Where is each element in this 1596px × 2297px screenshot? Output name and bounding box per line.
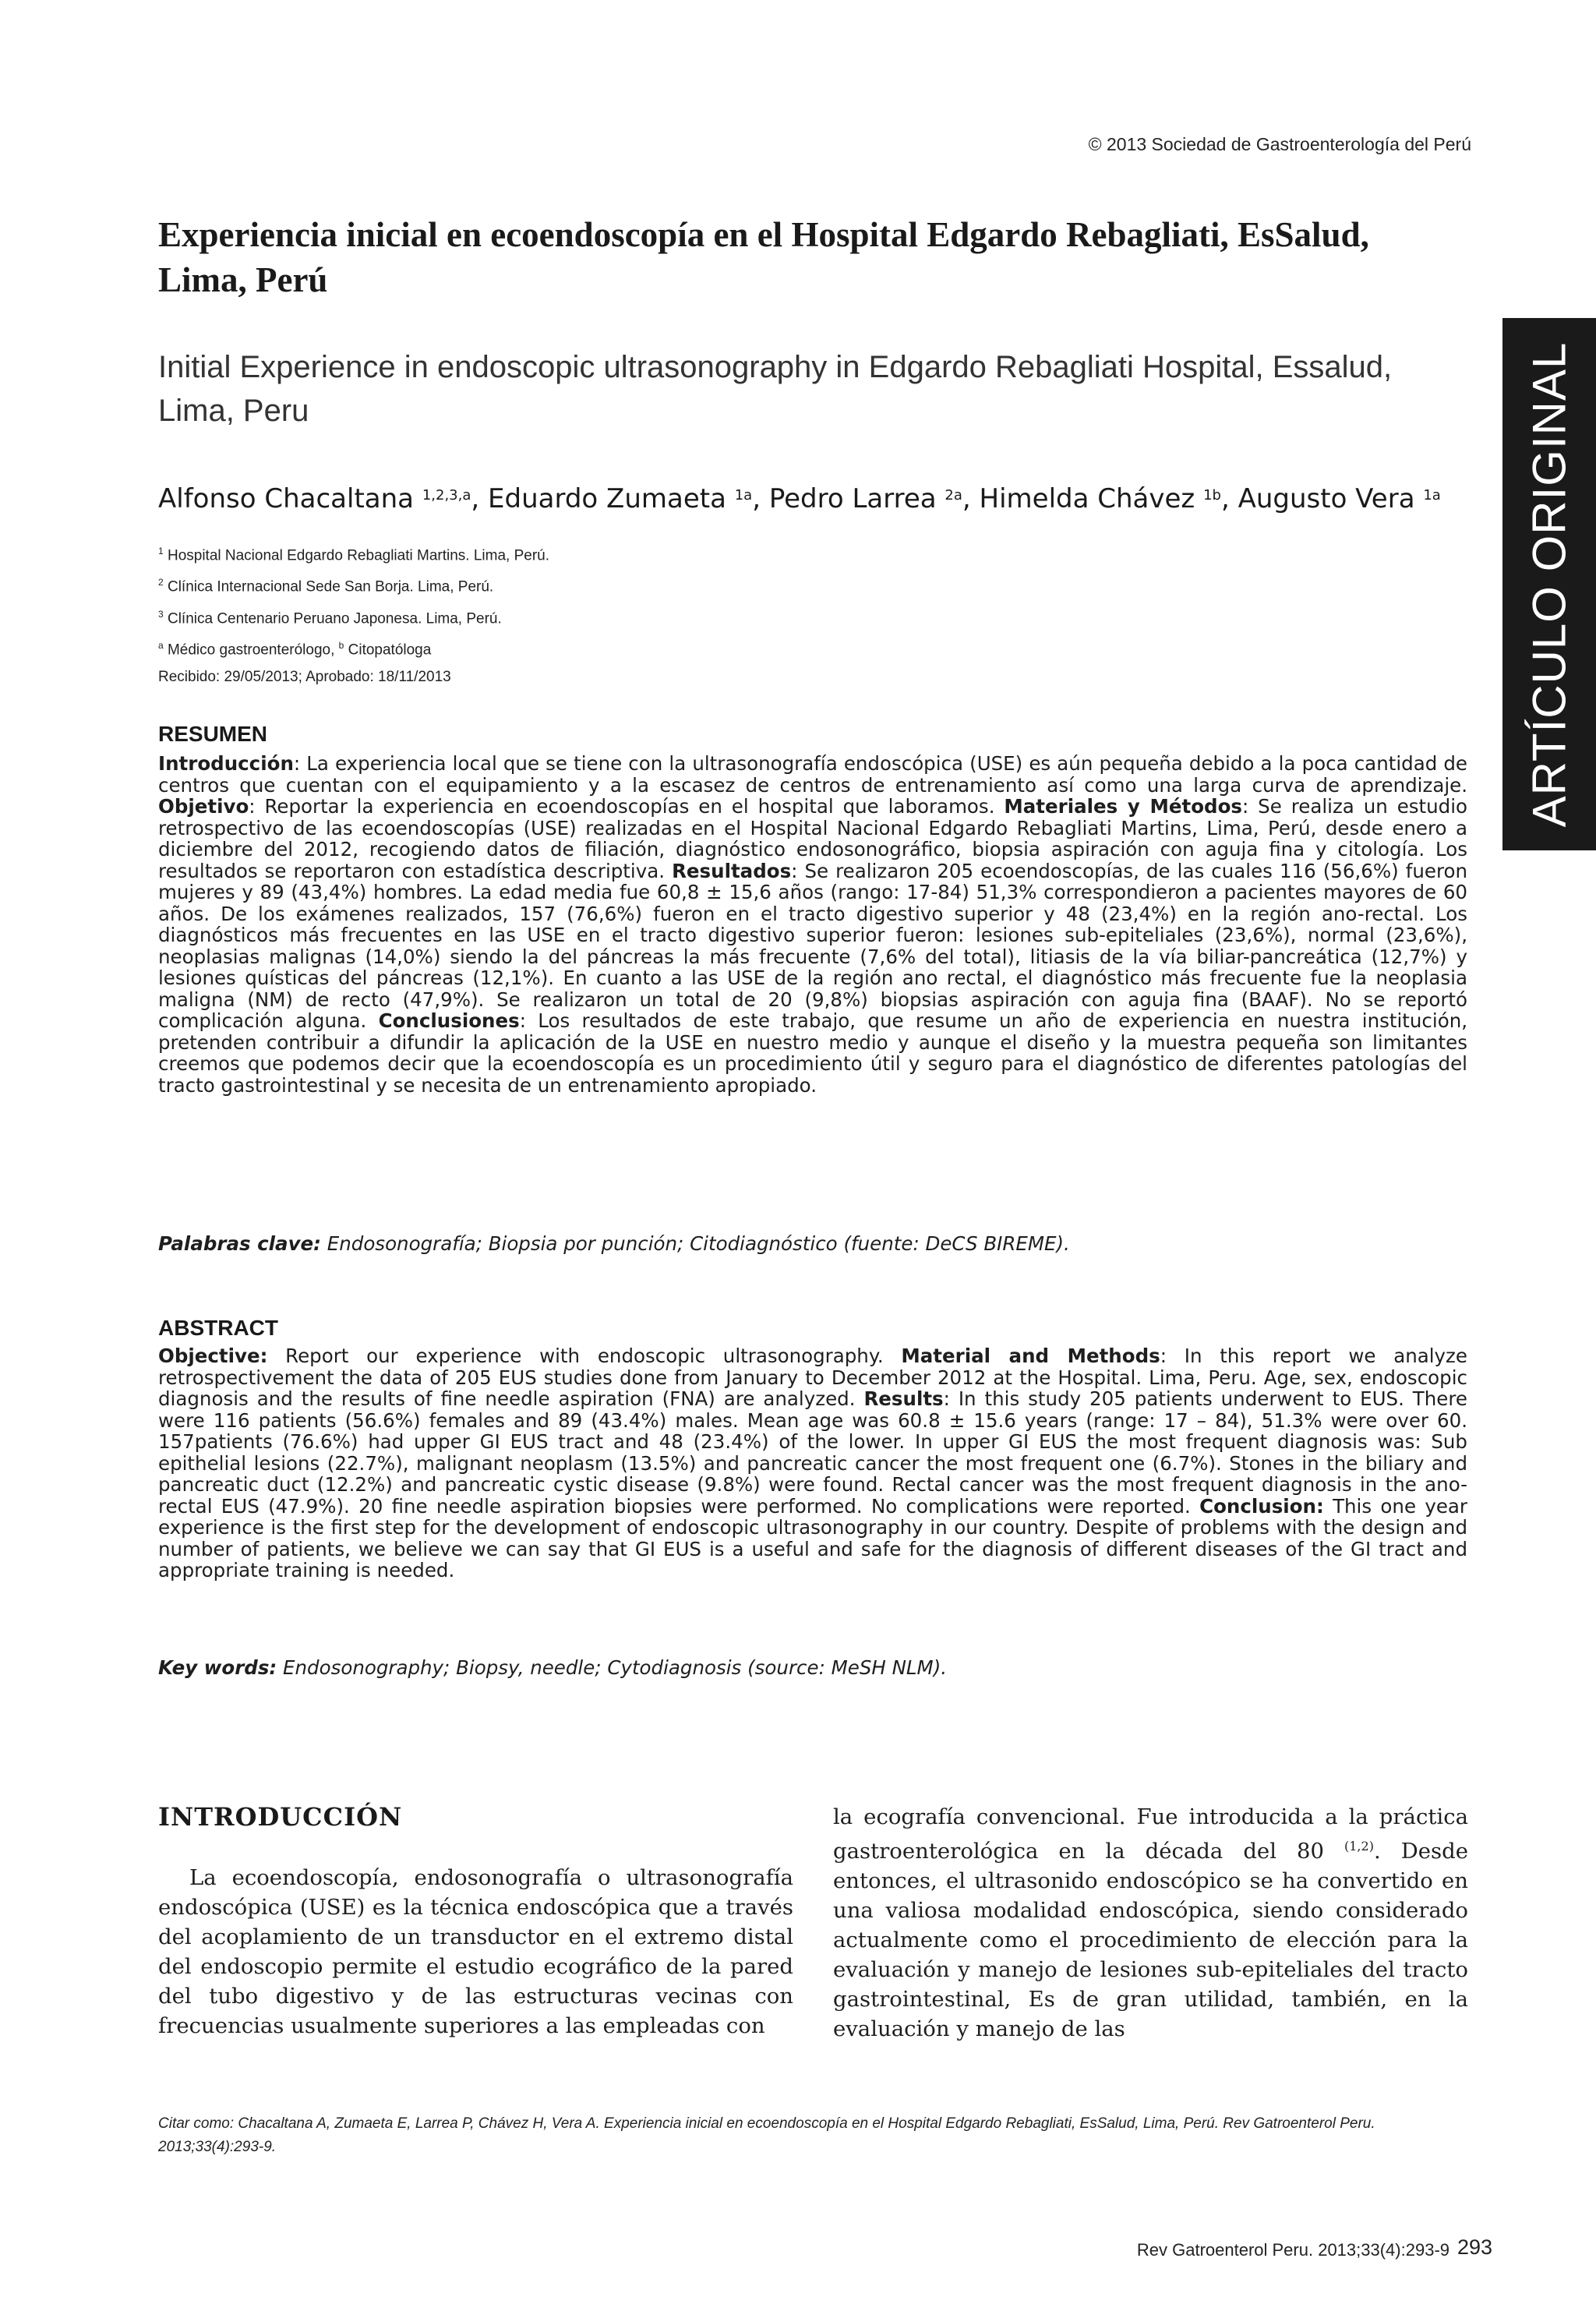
- received-dates: Recibido: 29/05/2013; Aprobado: 18/11/2013: [158, 669, 451, 686]
- abstract-body: Objective: Report our experience with endoscopic ultrasonography. Material and Methods: In this report we analyze retrospectivement the data of 205 EUS studies done from January to December 2012 at the Hospital. Lima, Peru. Age, sex, endoscopic diagnosis and the results of fine needle aspiration (FNA) are analyzed. Results: In this study 205 patients underwent to EUS. There were 116 patients (56.6%) females and 89 (43.4%) males. Mean age was 60.8 ± 15.6 years (range: 17 – 84), 51.3% were over 60. 157patients (76.6%) had upper GI EUS tract and 48 (23.4%) of the lower. In upper GI EUS the most frequent diagnosis was: Sub epithelial lesions (22.7%), malignant neoplasm (13.5%) and pancreatic cancer the most frequent one (6.7%). Stones in the biliary and pancreatic duct (12.2%) and pancreatic cystic disease (9.8%) were found. Rectal cancer was the most frequent diagnosis in the ano-rectal EUS (47.9%). 20 fine needle aspiration biopsies were performed. No complications were reported. Conclusion: This one year experience is the first step for the development of endoscopic ultrasonography in our country. Despite of problems with the design and number of patients, we believe we can say that GI EUS is a useful and safe for the diagnosis of different diseases of the GI tract and appropriate training is needed.: [158, 1345, 1467, 1581]
- affiliations-block: [158, 538, 1171, 691]
- resumen-body: Introducción: La experiencia local que se tiene con la ultrasonografía endoscópica (USE) es aún pequeña debido a la poca cantidad de centros que cuentan con el equipamiento y a la escasez de centros de entrenamiento así como una larga curva de aprendizaje. Objetivo: Reportar la experiencia en ecoendoscopías en el hospital que laboramos. Materiales y Métodos: Se realiza un estudio retrospectivo de las ecoendoscopías (USE) realizadas en el Hospital Nacional Edgardo Rebagliati Martins, Lima, Perú, desde enero a diciembre del 2012, recogiendo datos de filiación, diagnóstico endosonográfico, biopsia aspiración con aguja fina y citología. Los resultados se reportaron con estadística descriptiva. Resultados: Se realizaron 205 ecoendoscopías, de las cuales 116 (56,6%) fueron mujeres y 89 (43,4%) hombres. La edad media fue 60,8 ± 15,6 años (rango: 17-84) 51,3% correspondieron a pacientes mayores de 60 años. De los exámenes realizados, 157 (76,6%) fueron en el tracto digestivo superior y 48 (23,4%) en la región ano-rectal. Los diagnósticos más frecuentes en las USE en el tracto digestivo superior fueron: lesiones sub-epiteliales (23,6%), normal (23,6%), neoplasias malignas (14,0%) siendo la del páncreas la más frecuente (7,6% del total), litiasis de la vía biliar-pancreática (12,7%) y lesiones quísticas del páncreas (12,1%). En cuanto a las USE de la región ano rectal, el diagnóstico más frecuente fue la neoplasia maligna (NM) de recto (47,9%). Se realizaron un total de 20 (9,8%) biopsias aspiración con aguja fina (BAAF). No se reportó complicación alguna. Conclusiones: Los resultados de este trabajo, que resume un año de experiencia en nuestra institución, pretenden contribuir a difundir la aplicación de la USE en nuestro medio y aunque el diseño y la muestra pequeña son limitantes creemos que podemos decir que la ecoendoscopía es un procedimiento útil y seguro para el diagnóstico de diferentes patologías del tracto gastrointestinal y se necesita de un entrenamiento apropiado.: [158, 752, 1468, 1097]
- author-affiliation-sup: 1b: [1203, 487, 1221, 504]
- author-affiliation-sup: 1a: [734, 487, 753, 504]
- author-name: Eduardo Zumaeta: [488, 483, 726, 514]
- author-name: Augusto Vera: [1238, 483, 1415, 514]
- affiliation-line: $^1$ Hospital Nacional Edgardo Rebagliati Martins. Lima, Perú.: [158, 546, 549, 564]
- introduccion-heading: INTRODUCCIÓN: [158, 1802, 403, 1832]
- affiliation-line: $^2$ Clínica Internacional Sede San Borja. Lima, Perú.: [158, 577, 494, 595]
- author-affiliation-sup: 1,2,3,a: [422, 487, 471, 504]
- author-affiliation-sup: 2a: [945, 487, 962, 504]
- abstract-keywords: Key words: Endosonography; Biopsy, needle; Cytodiagnosis (source: MeSH NLM).: [158, 1656, 948, 1679]
- author-roles-line: $^a$ Médico gastroenterólogo, $^b$ Citopatóloga: [158, 639, 432, 659]
- citation-note: Citar como: Chacaltana A, Zumaeta E, Larrea P, Chávez H, Vera A. Experiencia inicial en ecoendoscopía en el Hospital Edgardo Rebagliati, EsSalud, Lima, Perú. Rev Gatroenterol Peru. 2013;33(4):293-9.: [158, 2115, 1375, 2155]
- abstract-heading: ABSTRACT: [158, 1316, 278, 1340]
- footer-journal-reference: Rev Gatroenterol Peru. 2013;33(4):293-9: [1136, 2240, 1449, 2260]
- author-name: Alfonso Chacaltana: [158, 483, 414, 514]
- section-sidebar-tab: [1502, 318, 1596, 850]
- copyright-notice: © 2013 Sociedad de Gastroenterología del Perú: [1088, 134, 1471, 154]
- resumen-heading: RESUMEN: [158, 722, 268, 746]
- article-title: Experiencia inicial en ecoendoscopía en el Hospital Edgardo Rebagliati, EsSalud, Lima, Perú: [158, 215, 1369, 299]
- page-number: 293: [1457, 2235, 1493, 2259]
- author-list: Alfonso Chacaltana $^{1,2,3,a}$, Eduardo Zumaeta $^{1a}$, Pedro Larrea $^{2a}$, Himelda Chávez $^{1b}$, Augusto Vera $^{1a}$: [158, 483, 1441, 514]
- reference-citation: (1,2): [1344, 1839, 1374, 1854]
- author-name: Himelda Chávez: [979, 483, 1195, 514]
- introduccion-right-column: la ecografía convencional. Fue introducida a la práctica gastroenterológica en la década del 80 $^{(1,2)}$. Desde entonces, el ultrasonido endoscópico se ha convertido en una valiosa modalidad endoscópica, siendo considerado actualmente como el procedimiento de elección para la evaluación y manejo de lesiones sub-epiteliales del tracto gastrointestinal, Es de gran utilidad, también, en la evaluación y manejo de las: [833, 1804, 1469, 2042]
- resumen-keywords: Palabras clave: Endosonografía; Biopsia por punción; Citodiagnóstico (fuente: DeCS BIREME).: [158, 1232, 1070, 1255]
- author-affiliation-sup: 1a: [1423, 487, 1441, 504]
- affiliation-line: $^3$ Clínica Centenario Peruano Japonesa. Lima, Perú.: [158, 608, 502, 627]
- article-subtitle-english: Initial Experience in endoscopic ultrasonography in Edgardo Rebagliati Hospital, Essalud, Lima, Peru: [158, 350, 1393, 428]
- section-label: ARTÍCULO ORIGINAL: [1523, 341, 1576, 827]
- author-name: Pedro Larrea: [768, 483, 937, 514]
- introduccion-left-column: La ecoendoscopía, endosonografía o ultrasonografía endoscópica (USE) es la técnica endoscópica que a través del acoplamiento de un transductor en el extremo distal del endoscopio permite el estudio ecográfico de la pared del tubo digestivo y de las estructuras vecinas con frecuencias usualmente superiores a las empleadas con: [158, 1865, 793, 2038]
